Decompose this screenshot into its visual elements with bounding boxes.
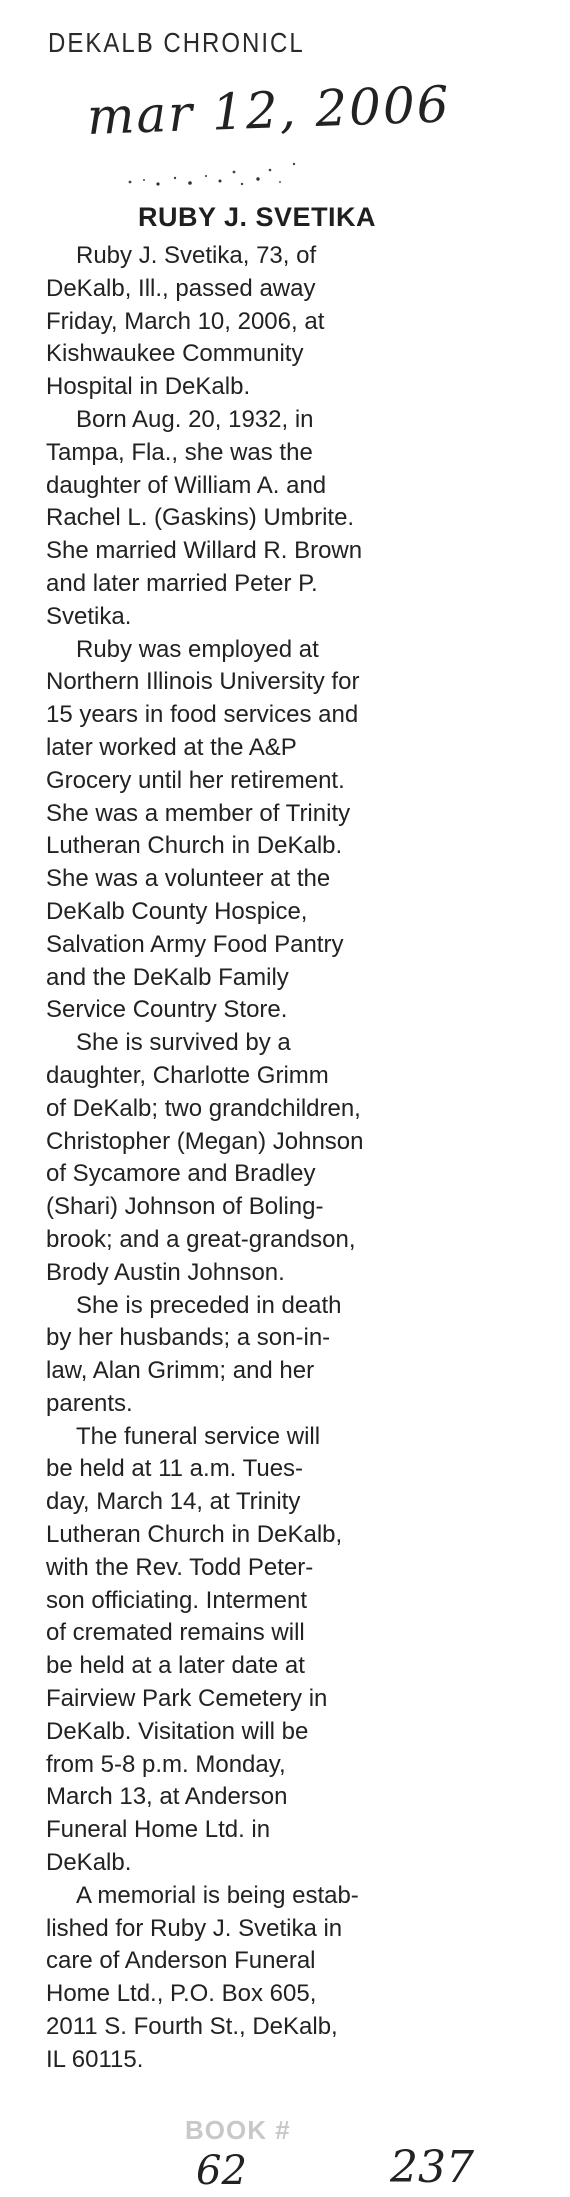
obituary-paragraph bbox=[46, 634, 466, 1028]
text-line: She is preceded in death bbox=[76, 1291, 342, 1319]
text-line: brook; and a great-grandson, bbox=[46, 1225, 356, 1253]
obituary-paragraph bbox=[46, 1290, 466, 1421]
handwritten-date: mar 12, 2006 bbox=[86, 75, 452, 146]
obituary-paragraph bbox=[46, 1421, 466, 1880]
obituary-paragraph bbox=[46, 404, 466, 634]
text-line: of cremated remains will bbox=[46, 1619, 305, 1647]
handwritten-book-number: 62 bbox=[196, 2148, 247, 2194]
text-line: Funeral Home Ltd. in bbox=[46, 1816, 271, 1844]
text-line: and the DeKalb Family bbox=[46, 963, 289, 991]
text-line: be held at 11 a.m. Tues- bbox=[46, 1455, 304, 1483]
text-line: daughter of William A. and bbox=[46, 471, 327, 499]
text-line: Lutheran Church in DeKalb, bbox=[46, 1521, 343, 1549]
text-line: Home Ltd., P.O. Box 605, bbox=[46, 1980, 317, 2008]
text-line: 2011 S. Fourth St., DeKalb, bbox=[46, 2013, 338, 2041]
text-line: Born Aug. 20, 1932, in bbox=[76, 405, 314, 433]
obituary-headline: RUBY J. SVETIKA bbox=[138, 202, 377, 232]
text-line: be held at a later date at bbox=[46, 1652, 305, 1680]
text-line: Rachel L. (Gaskins) Umbrite. bbox=[46, 504, 355, 532]
text-line: The funeral service will bbox=[76, 1422, 321, 1450]
book-stamp: BOOK # bbox=[185, 2115, 291, 2145]
obituary-body bbox=[46, 240, 466, 2077]
text-line: She was a member of Trinity bbox=[46, 799, 351, 827]
newspaper-masthead: DEKALB CHRONICL bbox=[48, 28, 305, 60]
text-line: Salvation Army Food Pantry bbox=[46, 930, 344, 958]
text-line: Friday, March 10, 2006, at bbox=[46, 307, 325, 335]
text-line: She was a volunteer at the bbox=[46, 865, 331, 893]
text-line: DeKalb. bbox=[46, 1849, 132, 1877]
text-line: Svetika. bbox=[46, 602, 132, 630]
text-line: of Sycamore and Bradley bbox=[46, 1160, 316, 1188]
obituary-paragraph bbox=[46, 1027, 466, 1289]
text-line: from 5-8 p.m. Monday, bbox=[46, 1750, 286, 1778]
text-line: daughter, Charlotte Grimm bbox=[46, 1061, 329, 1089]
text-line: 15 years in food services and bbox=[46, 701, 359, 729]
text-line: Service Country Store. bbox=[46, 996, 288, 1024]
text-line: Hospital in DeKalb. bbox=[46, 373, 251, 401]
text-line: of DeKalb; two grandchildren, bbox=[46, 1094, 361, 1122]
text-line: A memorial is being estab- bbox=[76, 1881, 359, 1909]
text-line: Ruby J. Svetika, 73, of bbox=[76, 242, 317, 269]
text-line: lished for Ruby J. Svetika in bbox=[46, 1914, 343, 1942]
text-line: DeKalb. Visitation will be bbox=[46, 1717, 309, 1745]
text-line: Fairview Park Cemetery in bbox=[46, 1685, 328, 1713]
text-line: day, March 14, at Trinity bbox=[46, 1488, 301, 1516]
text-line: She married Willard R. Brown bbox=[46, 537, 363, 565]
text-line: DeKalb, Ill., passed away bbox=[46, 274, 316, 302]
text-line: March 13, at Anderson bbox=[46, 1783, 288, 1811]
text-line: later worked at the A&P bbox=[46, 733, 297, 761]
handwritten-page-number: 237 bbox=[390, 2142, 474, 2193]
obituary-paragraph bbox=[46, 240, 466, 404]
text-line: Brody Austin Johnson. bbox=[46, 1258, 285, 1286]
text-line: and later married Peter P. bbox=[46, 569, 318, 597]
text-line: Grocery until her retirement. bbox=[46, 766, 345, 794]
text-line: DeKalb County Hospice, bbox=[46, 897, 308, 925]
text-line: Tampa, Fla., she was the bbox=[46, 438, 313, 466]
text-line: by her husbands; a son-in- bbox=[46, 1324, 331, 1352]
text-line: with the Rev. Todd Peter- bbox=[46, 1553, 314, 1581]
text-line: Kishwaukee Community bbox=[46, 340, 304, 368]
print-specks bbox=[120, 160, 320, 190]
text-line: care of Anderson Funeral bbox=[46, 1947, 316, 1975]
text-line: parents. bbox=[46, 1389, 133, 1417]
text-line: IL 60115. bbox=[46, 2045, 144, 2073]
text-line: Christopher (Megan) Johnson bbox=[46, 1127, 364, 1155]
text-line: Ruby was employed at bbox=[76, 635, 319, 663]
text-line: son officiating. Interment bbox=[46, 1586, 308, 1614]
obituary-paragraph bbox=[46, 1880, 466, 2077]
text-line: law, Alan Grimm; and her bbox=[46, 1357, 315, 1385]
text-line: Northern Illinois University for bbox=[46, 668, 360, 696]
text-line: (Shari) Johnson of Boling- bbox=[46, 1193, 324, 1221]
text-line: Lutheran Church in DeKalb. bbox=[46, 832, 343, 860]
text-line: She is survived by a bbox=[76, 1029, 291, 1057]
